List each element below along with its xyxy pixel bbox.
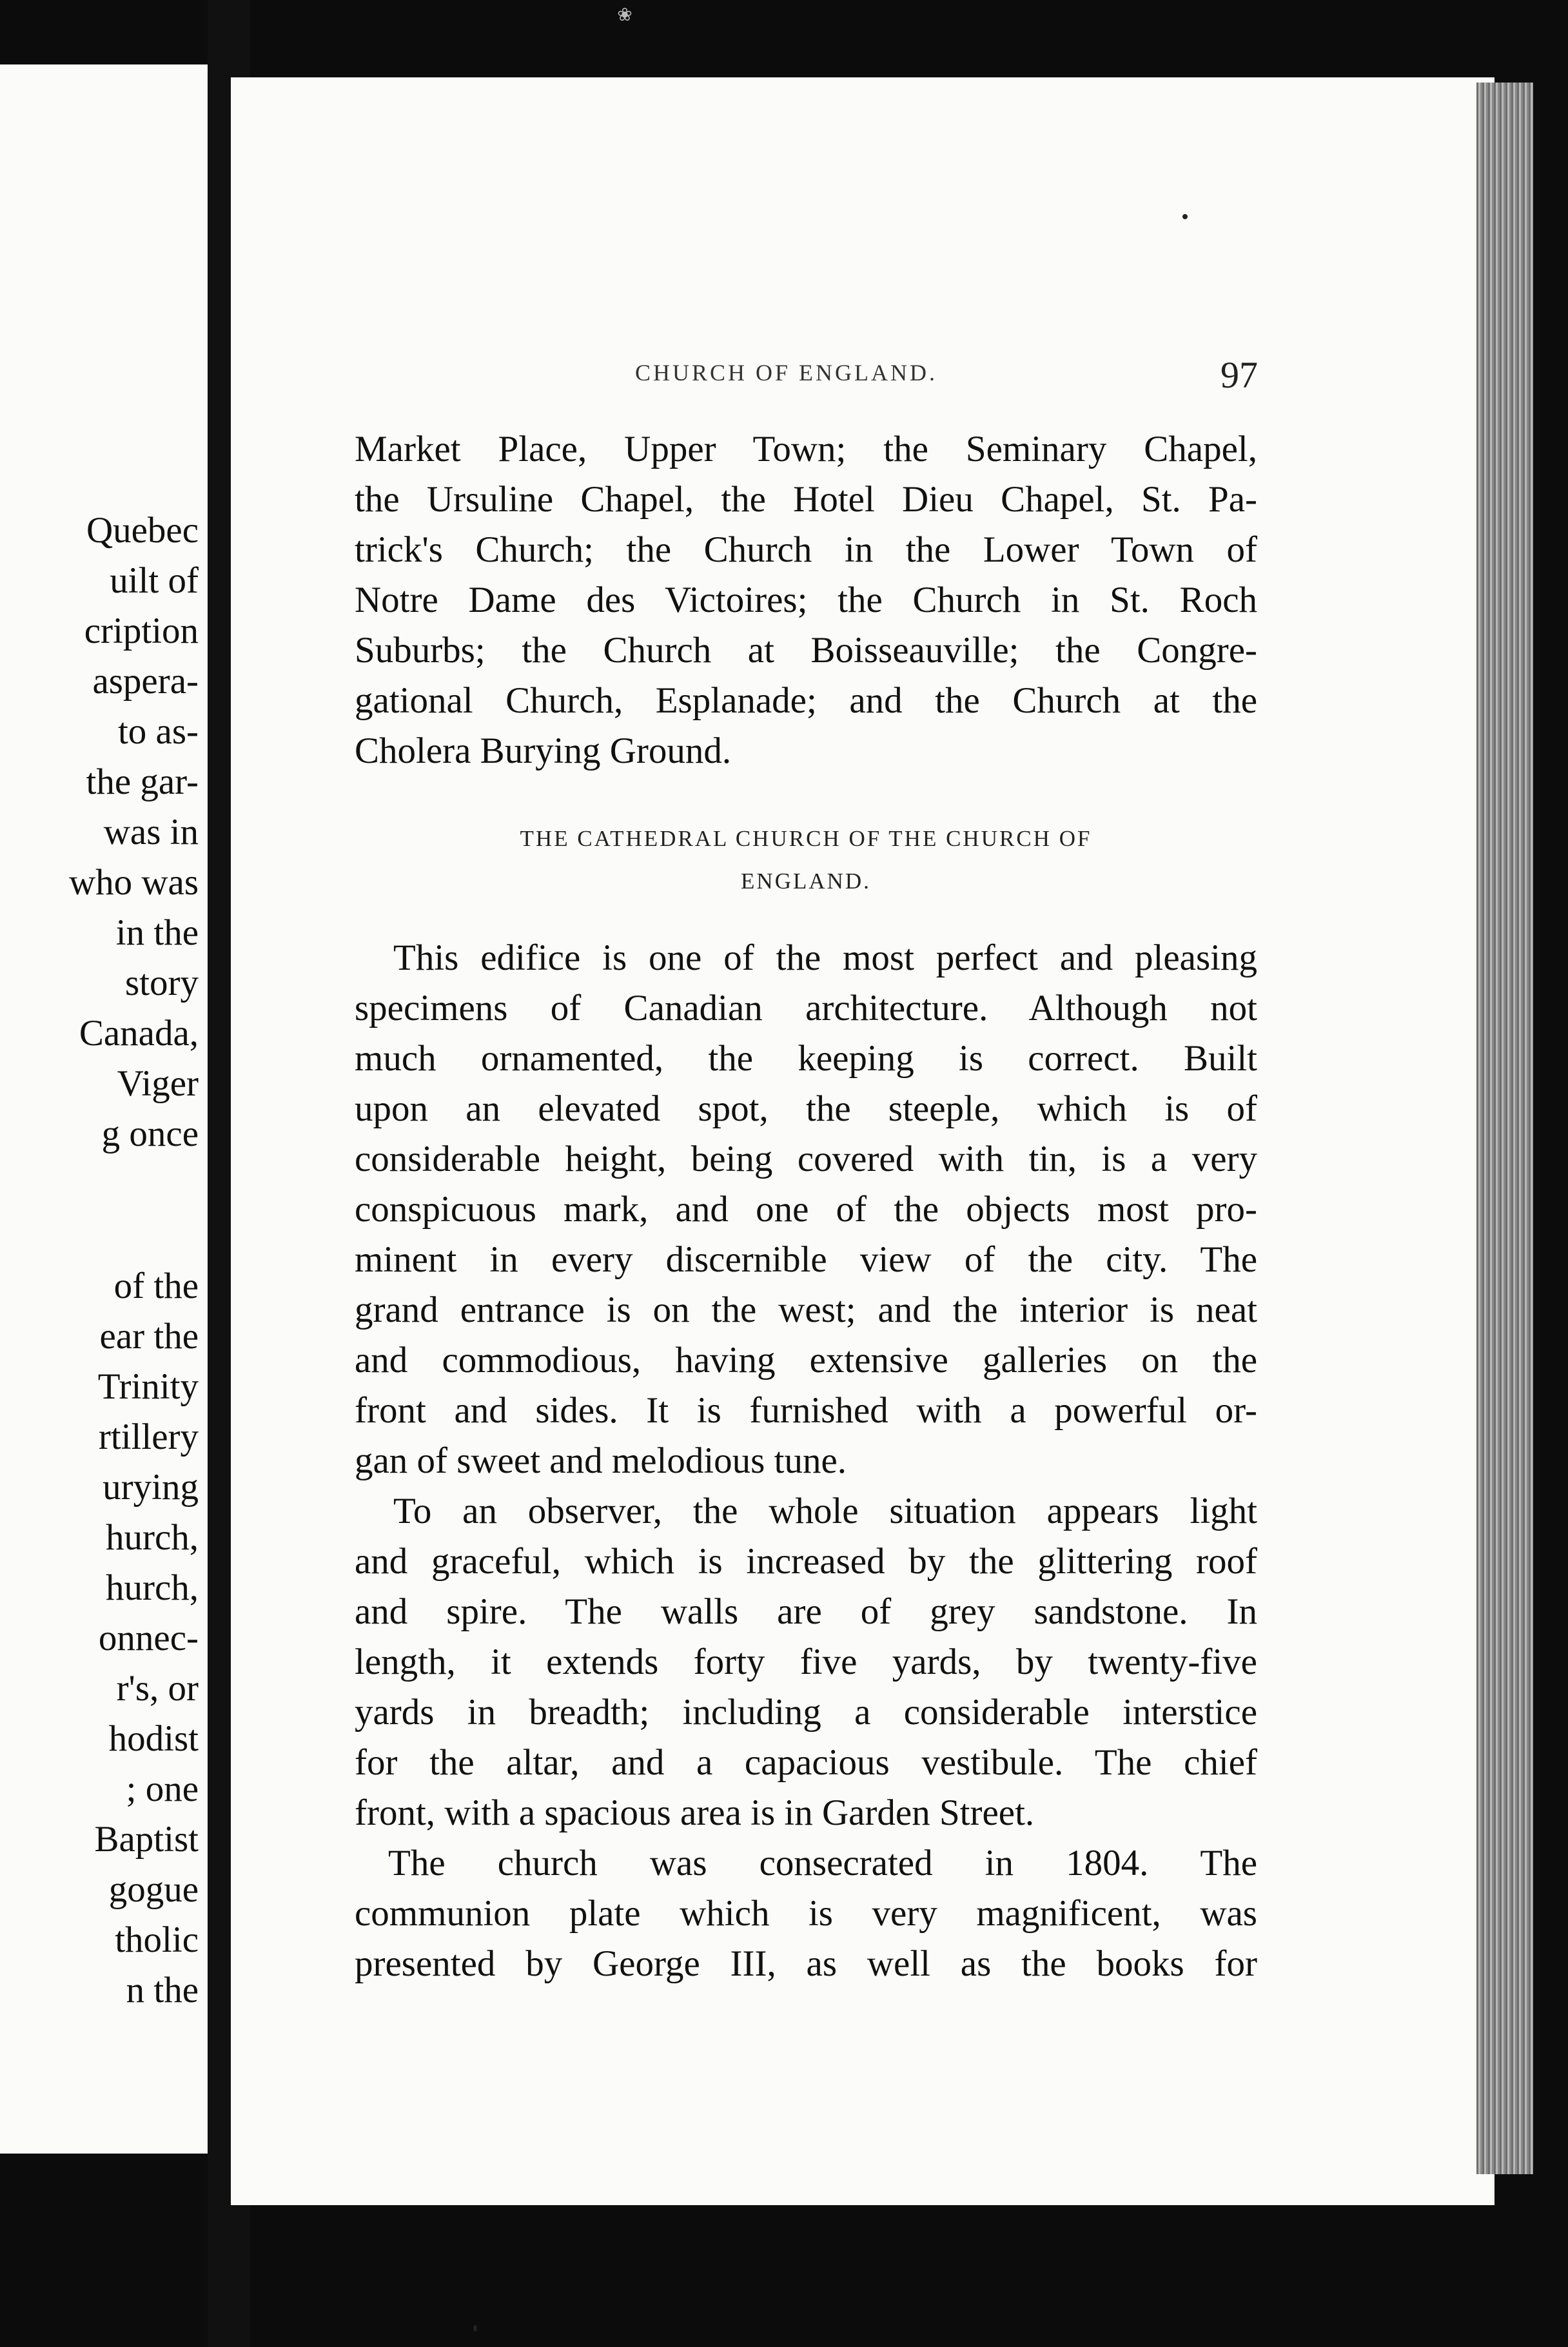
- left-fragment-line: cription: [84, 611, 199, 651]
- text-line: and commodious, having extensive galleries on the: [355, 1340, 1257, 1380]
- text-line: conspicuous mark, and one of the objects most pro-: [355, 1189, 1257, 1230]
- text-line: gational Church, Esplanade; and the Church at the: [355, 680, 1257, 721]
- text-line: length, it extends forty five yards, by twenty-five: [355, 1642, 1257, 1682]
- text-line: This edifice is one of the most perfect and pleasing: [393, 938, 1257, 978]
- text-line: gan of sweet and melodious tune.: [355, 1440, 847, 1481]
- text-line: the Ursuline Chapel, the Hotel Dieu Chapel, St. Pa-: [355, 479, 1257, 520]
- left-fragment-line: rtillery: [98, 1417, 199, 1457]
- text-line: minent in every discernible view of the city. The: [355, 1239, 1257, 1280]
- left-fragment-line: to as-: [117, 711, 199, 752]
- text-line: To an observer, the whole situation appears light: [393, 1491, 1257, 1531]
- text-line: front and sides. It is furnished with a powerful or-: [355, 1390, 1257, 1431]
- text-line: trick's Church; the Church in the Lower Town of: [355, 529, 1257, 570]
- left-fragment-line: uilt of: [110, 560, 199, 601]
- left-fragment-line: was in: [103, 812, 199, 852]
- text-line: Cholera Burying Ground.: [355, 731, 732, 771]
- left-fragment-line: Canada,: [79, 1013, 199, 1054]
- text-line: yards in breadth; including a considerable interstice: [355, 1692, 1257, 1733]
- left-fragment-line: in the: [115, 912, 199, 953]
- left-fragment-line: g once: [101, 1114, 199, 1154]
- text-line: Notre Dame des Victoires; the Church in St. Roch: [355, 580, 1257, 620]
- page-edges: [1476, 83, 1533, 2174]
- left-fragment-line: hurch,: [105, 1517, 199, 1558]
- text-line: and spire. The walls are of grey sandstone. In: [355, 1591, 1257, 1632]
- text-line: and graceful, which is increased by the glittering roof: [355, 1541, 1257, 1582]
- left-fragment-line: n the: [126, 1970, 199, 2010]
- left-fragment-line: aspera-: [92, 661, 199, 702]
- left-fragment-line: Viger: [117, 1063, 199, 1104]
- left-fragment-line: Baptist: [94, 1819, 199, 1860]
- text-line: much ornamented, the keeping is correct. Built: [355, 1038, 1257, 1079]
- left-page: [0, 64, 208, 2154]
- left-fragment-line: urying: [103, 1467, 199, 1507]
- text-line: presented by George III, as well as the books for: [355, 1943, 1257, 1984]
- top-ornament-mark: ❀: [617, 4, 632, 25]
- left-fragment-line: who was: [68, 862, 199, 903]
- left-fragment-line: hodist: [108, 1718, 199, 1759]
- left-fragment-line: story: [125, 963, 199, 1003]
- left-fragment-line: of the: [113, 1266, 199, 1306]
- left-fragment-line: onnec-: [98, 1618, 199, 1658]
- left-fragment-line: hurch,: [105, 1567, 199, 1608]
- text-line: The church was consecrated in 1804. The: [388, 1843, 1257, 1883]
- text-line: considerable height, being covered with tin, is a very: [355, 1139, 1257, 1179]
- left-fragment-line: r's, or: [116, 1668, 199, 1709]
- section-heading: ENGLAND.: [741, 869, 871, 894]
- section-heading: THE CATHEDRAL CHURCH OF THE CHURCH OF: [520, 826, 1092, 851]
- text-line: specimens of Canadian architecture. Although not: [355, 988, 1257, 1028]
- left-fragment-line: Quebec: [86, 510, 199, 551]
- left-fragment-line: ear the: [99, 1316, 199, 1357]
- text-line: grand entrance is on the west; and the interior is neat: [355, 1290, 1257, 1330]
- running-head: CHURCH OF ENGLAND.: [635, 360, 938, 386]
- text-line: for the altar, and a capacious vestibule. The chief: [355, 1742, 1257, 1783]
- text-line: communion plate which is very magnificent, was: [355, 1893, 1257, 1934]
- text-line: upon an elevated spot, the steeple, which is of: [355, 1088, 1257, 1129]
- ink-speck: [473, 2325, 477, 2332]
- left-fragment-line: ; one: [126, 1769, 199, 1809]
- left-fragment-line: Trinity: [97, 1366, 199, 1407]
- text-line: front, with a spacious area is in Garden Street.: [355, 1792, 1035, 1833]
- left-fragment-line: the gar-: [86, 761, 199, 802]
- left-fragment-line: tholic: [115, 1920, 199, 1960]
- left-fragment-line: gogue: [108, 1869, 199, 1910]
- text-line: Suburbs; the Church at Boisseauville; the Congre-: [355, 630, 1257, 671]
- ink-speck: [1182, 214, 1188, 219]
- page-number: 97: [1220, 354, 1258, 396]
- text-line: Market Place, Upper Town; the Seminary Chapel,: [355, 429, 1257, 469]
